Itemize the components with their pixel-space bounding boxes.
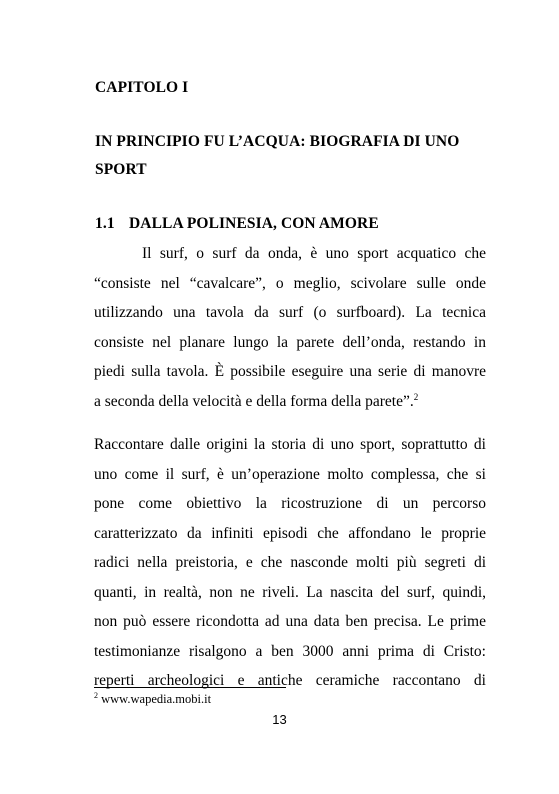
chapter-title-line-1: IN PRINCIPIO FU L’ACQUA: BIOGRAFIA DI UNO bbox=[95, 133, 460, 150]
paragraph-line: “consiste nel “cavalcare”, o meglio, scivolare sulle onde bbox=[94, 274, 486, 292]
paragraph-2 bbox=[94, 430, 486, 696]
paragraph-line: pone come obiettivo la ricostruzione di un percorso bbox=[94, 495, 486, 512]
chapter-title-line-2: SPORT bbox=[95, 161, 147, 178]
page-number: 13 bbox=[272, 712, 287, 727]
paragraph-line-text: a seconda della velocità e della forma della parete”. bbox=[94, 392, 414, 410]
paragraph-line: reperti archeologici e antiche ceramiche raccontano di bbox=[94, 672, 486, 689]
paragraph-1 bbox=[94, 239, 486, 416]
paragraph-line: Raccontare dalle origini la storia di uno sport, soprattutto di bbox=[94, 436, 486, 453]
paragraph-line: caratterizzato da infiniti episodi che affondano le proprie bbox=[94, 524, 486, 542]
paragraph-line: Il surf, o surf da onda, è uno sport acquatico che bbox=[142, 245, 486, 262]
paragraph-line: non può essere ricondotta ad una data ben precisa. Le prime bbox=[94, 613, 486, 630]
paragraph-line: piedi sulla tavola. È possibile eseguire una serie di manovre bbox=[94, 363, 486, 380]
footnote-reference[interactable]: 2 bbox=[413, 391, 419, 402]
chapter-heading: CAPITOLO I bbox=[95, 79, 189, 96]
section-number: 1.1 bbox=[95, 215, 115, 232]
footnote-divider bbox=[94, 687, 286, 688]
section-heading bbox=[95, 209, 379, 239]
section-title: DALLA POLINESIA, CON AMORE bbox=[128, 215, 379, 232]
footnote bbox=[94, 692, 211, 707]
footnote-marker: 2 bbox=[94, 691, 98, 700]
paragraph-line: consiste nel planare lungo la parete dell’onda, restando in bbox=[94, 333, 486, 351]
paragraph-line: testimonianze risalgono a ben 3000 anni prima di Cristo: bbox=[94, 642, 486, 660]
paragraph-line: quanti, in realtà, non ne riveli. La nascita del surf, quindi, bbox=[94, 583, 486, 601]
paragraph-line bbox=[94, 387, 486, 417]
paragraph-line: utilizzando una tavola da surf (o surfboard). La tecnica bbox=[94, 304, 486, 321]
paragraph-line: radici nella preistoria, e che nasconde molti più segreti di bbox=[94, 554, 486, 571]
paragraph-line: uno come il surf, è un’operazione molto complessa, che si bbox=[94, 465, 486, 483]
footnote-text[interactable]: www.wapedia.mobi.it bbox=[101, 692, 212, 706]
